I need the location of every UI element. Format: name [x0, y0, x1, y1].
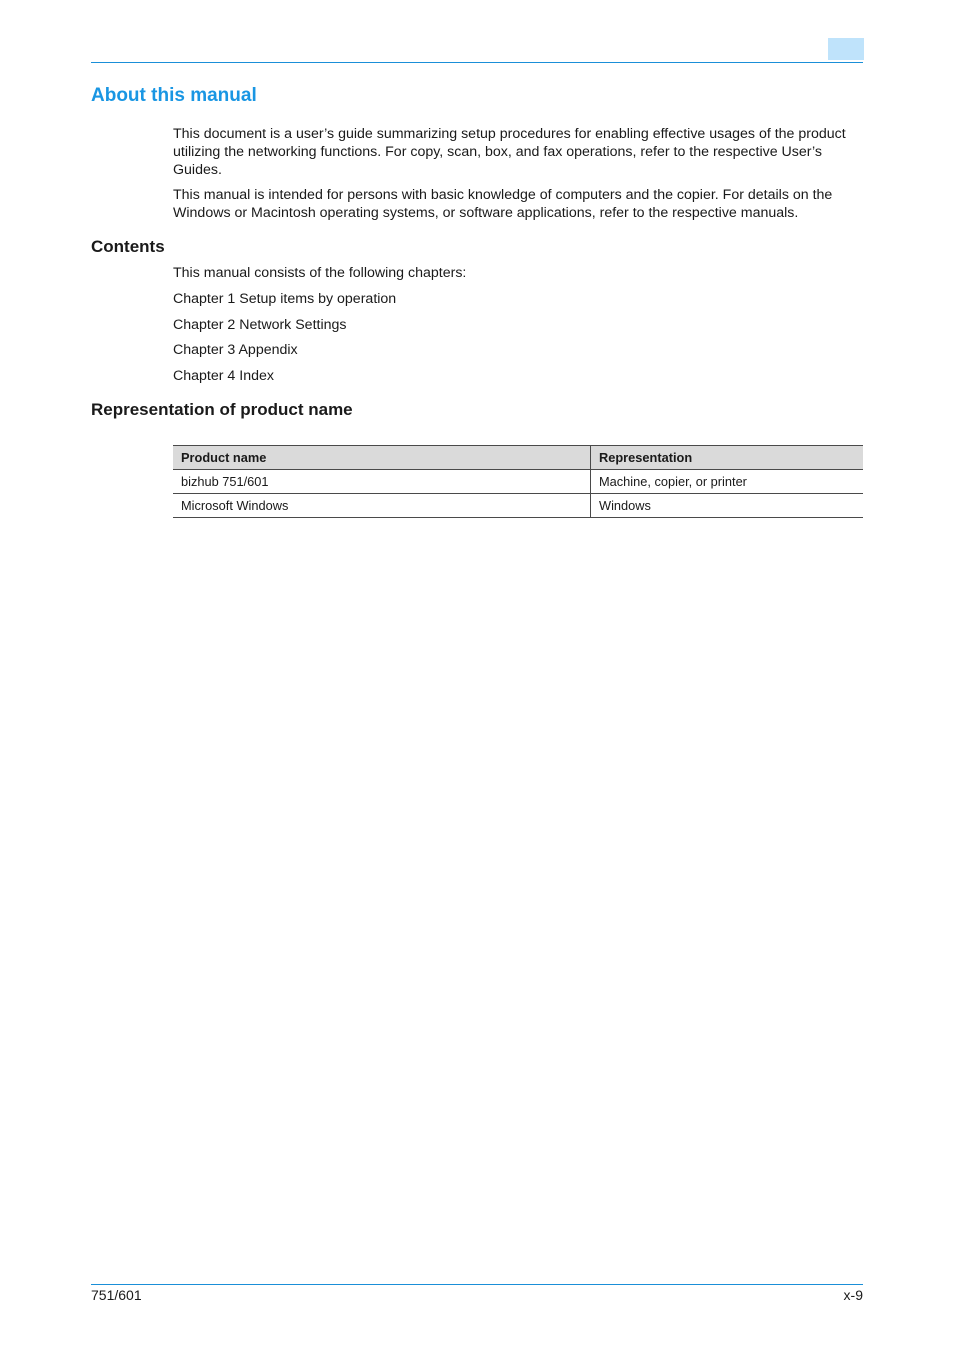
chapter-item: Chapter 1 Setup items by operation — [173, 291, 397, 307]
table-header-row — [173, 446, 863, 470]
product-name-table — [173, 445, 863, 518]
intro-paragraph: This manual is intended for persons with basic knowledge of computers and the copier. For details on the Windows or Macintosh operating systems, or software applications, refer to the respective manuals. — [173, 187, 833, 221]
chapter-list — [173, 291, 396, 394]
table-row — [173, 470, 863, 494]
column-header-representation: Representation — [591, 446, 864, 470]
table-cell: Machine, copier, or printer — [591, 470, 864, 494]
intro-section — [173, 125, 863, 229]
footer-page-number: x-9 — [843, 1287, 863, 1303]
chapter-item: Chapter 3 Appendix — [173, 342, 298, 359]
table-row — [173, 494, 863, 518]
page-title: About this manual — [91, 85, 257, 106]
table-cell: Microsoft Windows — [173, 494, 591, 518]
table-cell: Windows — [591, 494, 864, 518]
chapter-tab-marker — [828, 38, 864, 60]
table-cell: bizhub 751/601 — [173, 470, 591, 494]
footer-model: 751/601 — [91, 1287, 142, 1303]
contents-intro: This manual consists of the following chapters: — [173, 265, 467, 281]
chapter-item: Chapter 4 Index — [173, 368, 274, 385]
column-header-product-name: Product name — [173, 446, 591, 470]
footer-rule — [91, 1284, 863, 1285]
intro-paragraph: This document is a user’s guide summarizing setup procedures for enabling effective usages of the product utilizing the networking functions. For copy, scan, box, and fax operations, refer to the respective User’s Guides. — [173, 126, 846, 178]
contents-heading: Contents — [91, 237, 165, 256]
representation-heading: Representation of product name — [91, 400, 353, 419]
header-rule — [91, 62, 863, 63]
chapter-item: Chapter 2 Network Settings — [173, 316, 347, 333]
